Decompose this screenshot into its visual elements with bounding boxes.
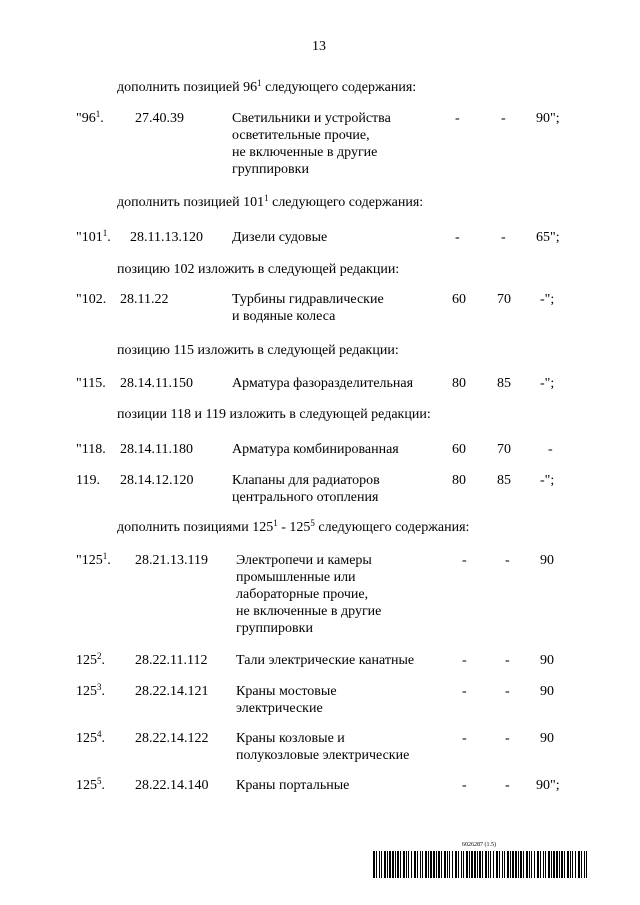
row-value-3: 90 <box>540 553 554 568</box>
barcode-label: 6026287 (1.5) <box>462 842 496 848</box>
instruction-text: - 125 <box>277 520 311 535</box>
row-code: 28.11.22 <box>120 292 169 307</box>
row-code: 28.21.13.119 <box>135 553 208 568</box>
description-line: Турбины гидравлические <box>232 292 384 307</box>
row-value-1: - <box>455 111 460 126</box>
description-line: Клапаны для радиаторов <box>232 473 380 488</box>
instruction-add-96-1 <box>117 79 416 96</box>
row-number-dot: . <box>100 111 104 126</box>
row-number <box>76 472 100 489</box>
instruction-sup: 1 <box>273 518 278 528</box>
row-description <box>236 552 381 637</box>
row-value-3: 65"; <box>536 230 560 245</box>
row-code: 28.22.14.140 <box>135 778 209 793</box>
row-value-2: - <box>505 731 510 746</box>
row-value-1: - <box>462 731 467 746</box>
row-number <box>76 291 106 308</box>
row-number-text: 125 <box>76 731 97 746</box>
row-code: 27.40.39 <box>135 111 184 126</box>
instruction-text: дополнить позицией 101 <box>117 195 265 210</box>
row-code: 28.22.14.121 <box>135 684 209 699</box>
row-description <box>232 375 413 392</box>
row-description <box>232 110 391 178</box>
row-value-2: 70 <box>497 292 511 307</box>
instruction-text: следующего содержания: <box>314 520 470 535</box>
instruction-sup: 5 <box>310 518 315 528</box>
description-line: Арматура фазоразделительная <box>232 376 414 391</box>
row-number-text: 125 <box>76 653 97 668</box>
row-number-sup: 1 <box>102 551 108 561</box>
description-line: не включенные в другие <box>236 604 382 619</box>
row-value-3: 90 <box>540 731 554 746</box>
row-description <box>236 683 337 717</box>
row-value-3: - <box>548 442 553 457</box>
row-code: 28.22.14.122 <box>135 731 209 746</box>
row-value-1: - <box>462 653 467 668</box>
row-value-3: 90"; <box>536 111 560 126</box>
instruction-text: позиции 118 и 119 изложить в следующей редакции: <box>117 407 431 422</box>
row-number <box>76 777 105 794</box>
description-line: центрального отопления <box>232 490 379 505</box>
row-value-2: 85 <box>497 376 511 391</box>
row-description <box>232 229 327 246</box>
row-description <box>236 652 414 669</box>
row-number-text: 125 <box>76 778 97 793</box>
row-number-text: "115. <box>76 376 106 391</box>
instruction-replace-118-119 <box>117 406 431 423</box>
row-number-text: 119. <box>76 473 100 488</box>
row-code: 28.11.13.120 <box>130 230 203 245</box>
description-line: и водяные колеса <box>232 309 336 324</box>
row-value-1: - <box>462 684 467 699</box>
row-number-dot: . <box>107 230 111 245</box>
description-line: не включенные в другие <box>232 145 378 160</box>
row-value-2: - <box>501 111 506 126</box>
row-number <box>76 441 106 458</box>
description-line: Дизели судовые <box>232 230 328 245</box>
row-value-3: -"; <box>540 376 555 391</box>
row-number <box>76 552 111 569</box>
row-value-3: 90 <box>540 653 554 668</box>
row-number-sup: 1 <box>102 228 108 238</box>
description-line: полукозловые электрические <box>236 748 410 763</box>
row-code: 28.14.11.150 <box>120 376 193 391</box>
row-description <box>236 730 409 764</box>
row-value-1: 60 <box>452 442 466 457</box>
row-value-2: - <box>501 230 506 245</box>
row-number-sup: 2 <box>97 651 102 661</box>
row-number-sup: 3 <box>97 682 102 692</box>
row-value-2: - <box>505 553 510 568</box>
row-number <box>76 730 105 747</box>
instruction-add-125-range <box>117 519 469 536</box>
row-value-2: - <box>505 653 510 668</box>
page-number: 13 <box>312 39 326 54</box>
description-line: Краны портальные <box>236 778 350 793</box>
description-line: лабораторные прочие, <box>236 587 369 602</box>
row-code: 28.22.11.112 <box>135 653 208 668</box>
description-line: Светильники и устройства <box>232 111 391 126</box>
row-value-1: - <box>455 230 460 245</box>
row-value-2: 70 <box>497 442 511 457</box>
row-number-text: "118. <box>76 442 106 457</box>
description-line: осветительные прочие, <box>232 128 370 143</box>
description-line: электрические <box>236 701 323 716</box>
row-number-sup: 4 <box>97 729 102 739</box>
row-code: 28.14.12.120 <box>120 473 194 488</box>
description-line: Краны козловые и <box>236 731 345 746</box>
row-value-2: - <box>505 684 510 699</box>
instruction-sup: 1 <box>264 193 269 203</box>
row-number-sup: 5 <box>97 776 102 786</box>
row-value-3: 90"; <box>536 778 560 793</box>
row-value-3: 90 <box>540 684 554 699</box>
row-description <box>232 472 380 506</box>
instruction-text: дополнить позицией 96 <box>117 80 258 95</box>
row-number-text: "101 <box>76 230 103 245</box>
row-description <box>232 441 399 458</box>
row-number-dot: . <box>101 684 105 699</box>
instruction-text: позицию 102 изложить в следующей редакции: <box>117 262 400 277</box>
row-number-text: "96 <box>76 111 96 126</box>
row-number <box>76 110 104 127</box>
instruction-text: следующего содержания: <box>268 195 424 210</box>
description-line: Электропечи и камеры <box>236 553 372 568</box>
row-value-1: 80 <box>452 376 466 391</box>
instruction-text: следующего содержания: <box>261 80 417 95</box>
description-line: Краны мостовые <box>236 684 337 699</box>
row-value-1: 60 <box>452 292 466 307</box>
row-value-1: - <box>462 553 467 568</box>
instruction-text: дополнить позициями 125 <box>117 520 274 535</box>
barcode-icon <box>373 851 589 878</box>
row-number <box>76 652 105 669</box>
row-number-text: "125 <box>76 553 103 568</box>
row-number <box>76 229 111 246</box>
row-number-dot: . <box>107 553 111 568</box>
row-value-2: - <box>505 778 510 793</box>
description-line: группировки <box>236 621 313 636</box>
row-code: 28.14.11.180 <box>120 442 193 457</box>
description-line: промышленные или <box>236 570 356 585</box>
row-number-text: "102. <box>76 292 107 307</box>
description-line: Тали электрические канатные <box>236 653 415 668</box>
description-line: Арматура комбинированная <box>232 442 399 457</box>
instruction-sup: 1 <box>257 78 262 88</box>
row-number-dot: . <box>101 731 105 746</box>
row-number-sup: 1 <box>95 109 101 119</box>
description-line: группировки <box>232 162 309 177</box>
row-value-1: 80 <box>452 473 466 488</box>
instruction-replace-115 <box>117 342 399 359</box>
instruction-replace-102 <box>117 261 399 278</box>
row-number <box>76 375 106 392</box>
row-number-dot: . <box>101 653 105 668</box>
row-value-3: -"; <box>540 473 555 488</box>
instruction-text: позицию 115 изложить в следующей редакции: <box>117 343 399 358</box>
row-number-text: 125 <box>76 684 97 699</box>
row-value-2: 85 <box>497 473 511 488</box>
row-value-1: - <box>462 778 467 793</box>
row-value-3: -"; <box>540 292 555 307</box>
row-number-dot: . <box>101 778 105 793</box>
row-description <box>236 777 349 794</box>
row-number <box>76 683 105 700</box>
row-description <box>232 291 384 325</box>
instruction-add-101-1 <box>117 194 423 211</box>
